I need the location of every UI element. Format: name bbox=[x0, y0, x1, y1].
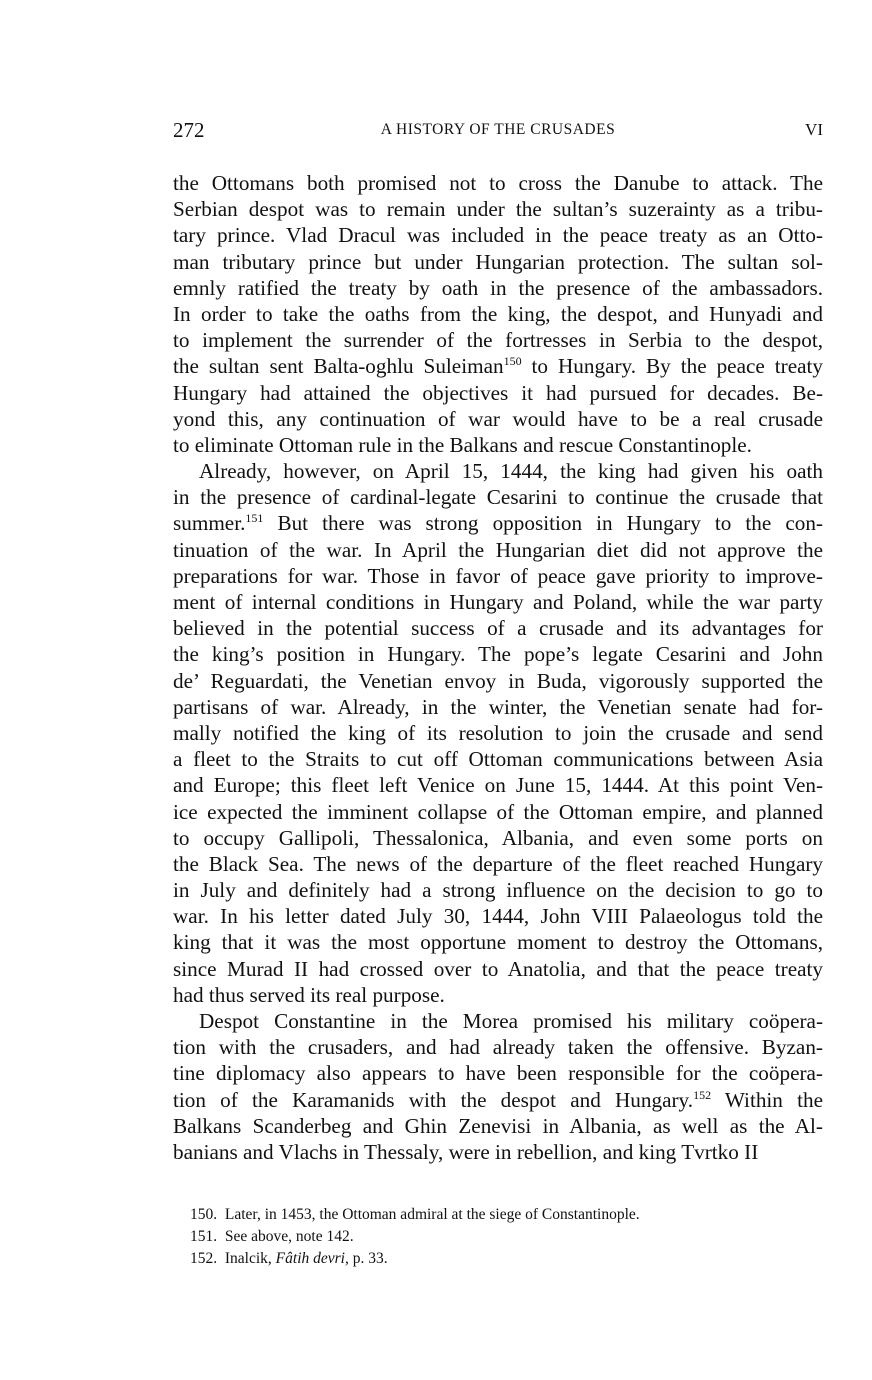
line-text: tary prince. Vlad Dracul was included in the peace treaty as an Otto- bbox=[173, 223, 823, 248]
text-line bbox=[173, 301, 823, 327]
line-text: in July and definitely had a strong influence on the decision to go to bbox=[173, 878, 823, 903]
text-line bbox=[173, 589, 823, 615]
text-line bbox=[173, 825, 823, 851]
line-text: mally notified the king of its resolution to join the crusade and send bbox=[173, 720, 823, 745]
text-line bbox=[173, 851, 823, 877]
line-text: to implement the surrender of the fortresses in Serbia to the despot, bbox=[173, 328, 823, 353]
text-line bbox=[173, 537, 823, 563]
line-text: a fleet to the Straits to cut off Ottoman communications between Asia bbox=[173, 747, 823, 772]
text-line bbox=[173, 484, 823, 510]
text-line bbox=[173, 772, 823, 798]
line-text: Within the bbox=[711, 1087, 823, 1112]
text-line bbox=[173, 432, 823, 458]
line-text: preparations for war. Those in favor of peace gave priority to improve- bbox=[173, 563, 823, 588]
running-head bbox=[173, 118, 823, 148]
line-text: In order to take the oaths from the king, the despot, and Hunyadi and bbox=[173, 301, 823, 326]
footnote-ref: 150 bbox=[503, 354, 522, 369]
footnote-text: See above, note 142. bbox=[224, 1228, 354, 1245]
footnote-number: 151. bbox=[190, 1228, 218, 1245]
line-text: since Murad II had crossed over to Anatolia, and that the peace treaty bbox=[173, 956, 823, 981]
text-line bbox=[173, 1139, 823, 1165]
line-text: had thus served its real purpose. bbox=[173, 982, 445, 1007]
text-line bbox=[173, 510, 823, 536]
text-line bbox=[173, 615, 823, 641]
footnote bbox=[190, 1226, 830, 1248]
line-text: to Hungary. By the peace treaty bbox=[521, 354, 823, 379]
line-text: partisans of war. Already, in the winter, the Venetian senate had for- bbox=[173, 694, 823, 719]
footnote bbox=[190, 1204, 830, 1226]
line-text: in the presence of cardinal-legate Cesarini to continue the crusade that bbox=[173, 485, 823, 510]
text-line bbox=[173, 222, 823, 248]
line-text: banians and Vlachs in Thessaly, were in rebellion, and king Tvrtko II bbox=[173, 1139, 759, 1164]
text-line bbox=[173, 1087, 823, 1113]
line-text: Already, however, on April 15, 1444, the king had given his oath bbox=[199, 459, 823, 484]
text-line bbox=[173, 1008, 823, 1034]
body-text bbox=[173, 170, 823, 1165]
text-line bbox=[173, 877, 823, 903]
text-line bbox=[173, 929, 823, 955]
text-line bbox=[173, 380, 823, 406]
line-text: tion of the Karamanids with the despot and Hungary. bbox=[173, 1087, 694, 1112]
line-text: ment of internal conditions in Hungary and Poland, while the war party bbox=[173, 590, 823, 614]
text-line bbox=[173, 327, 823, 353]
footnote-ref: 152 bbox=[693, 1087, 712, 1102]
line-text: believed in the potential success of a crusade and its advantages for bbox=[173, 616, 823, 641]
line-text: summer. bbox=[173, 511, 246, 536]
footnote-title: Fâtih devri, bbox=[275, 1250, 349, 1267]
line-text: tinuation of the war. In April the Hungarian diet did not approve the bbox=[173, 537, 823, 562]
line-text: Despot Constantine in the Morea promised his military coöpera- bbox=[199, 1009, 823, 1033]
line-text: But there was strong opposition in Hungary to the con- bbox=[263, 511, 823, 536]
footnote-text: p. 33. bbox=[348, 1250, 388, 1267]
line-text: tine diplomacy also appears to have been responsible for the coöpera- bbox=[173, 1061, 823, 1086]
line-text: the sultan sent Balta-oghlu Suleiman bbox=[173, 354, 504, 379]
line-text: Hungary had attained the objectives it had pursued for decades. Be- bbox=[173, 380, 823, 405]
text-line bbox=[173, 458, 823, 484]
text-line bbox=[173, 249, 823, 275]
line-text: the Ottomans both promised not to cross the Danube to attack. The bbox=[173, 171, 823, 195]
line-text: king that it was the most opportune moment to destroy the Ottomans, bbox=[173, 930, 823, 955]
text-line bbox=[173, 694, 823, 720]
text-line bbox=[173, 563, 823, 589]
text-line bbox=[173, 406, 823, 432]
text-line bbox=[173, 1113, 823, 1139]
text-line bbox=[173, 746, 823, 772]
text-line bbox=[173, 275, 823, 301]
text-line bbox=[173, 956, 823, 982]
line-text: man tributary prince but under Hungarian protection. The sultan sol- bbox=[173, 249, 823, 274]
footnote-number: 152. bbox=[190, 1250, 218, 1267]
text-line bbox=[173, 982, 823, 1008]
footnote-text: Later, in 1453, the Ottoman admiral at the siege of Constantinople. bbox=[224, 1206, 640, 1223]
line-text: war. In his letter dated July 30, 1444, John VIII Palaeologus told the bbox=[173, 904, 823, 929]
line-text: yond this, any continuation of war would have to be a real crusade bbox=[173, 406, 823, 431]
line-text: emnly ratified the treaty by oath in the presence of the ambassadors. bbox=[173, 275, 823, 300]
text-line bbox=[173, 799, 823, 825]
line-text: Balkans Scanderbeg and Ghin Zenevisi in Albania, as well as the Al- bbox=[173, 1113, 823, 1138]
line-text: the king’s position in Hungary. The pope’s legate Cesarini and John bbox=[173, 642, 823, 667]
line-text: Serbian despot was to remain under the sultan’s suzerainty as a tribu- bbox=[173, 197, 823, 222]
footnote bbox=[190, 1248, 830, 1270]
text-line bbox=[173, 170, 823, 196]
text-line bbox=[173, 668, 823, 694]
text-line bbox=[173, 353, 823, 379]
text-line bbox=[173, 720, 823, 746]
text-line bbox=[173, 1060, 823, 1086]
footnote-text: Inalcik, bbox=[224, 1250, 276, 1267]
line-text: de’ Reguardati, the Venetian envoy in Buda, vigorously supported the bbox=[173, 668, 823, 693]
page-number: 272 bbox=[173, 118, 205, 142]
footnote-number: 150. bbox=[190, 1206, 218, 1223]
part-number: VI bbox=[805, 120, 823, 139]
line-text: tion with the crusaders, and had already taken the offensive. Byzan- bbox=[173, 1035, 823, 1060]
text-line bbox=[173, 903, 823, 929]
footnotes bbox=[190, 1204, 830, 1270]
line-text: to eliminate Ottoman rule in the Balkans and rescue Constantinople. bbox=[173, 432, 752, 457]
line-text: to occupy Gallipoli, Thessalonica, Albania, and even some ports on bbox=[173, 825, 823, 850]
footnote-ref: 151 bbox=[245, 511, 264, 526]
text-line bbox=[173, 196, 823, 222]
line-text: ice expected the imminent collapse of the Ottoman empire, and planned bbox=[173, 799, 823, 824]
text-line bbox=[173, 1034, 823, 1060]
line-text: the Black Sea. The news of the departure of the fleet reached Hungary bbox=[173, 851, 823, 876]
text-line bbox=[173, 641, 823, 667]
line-text: and Europe; this fleet left Venice on June 15, 1444. At this point Ven- bbox=[173, 773, 823, 798]
running-title: A HISTORY OF THE CRUSADES bbox=[380, 121, 616, 138]
